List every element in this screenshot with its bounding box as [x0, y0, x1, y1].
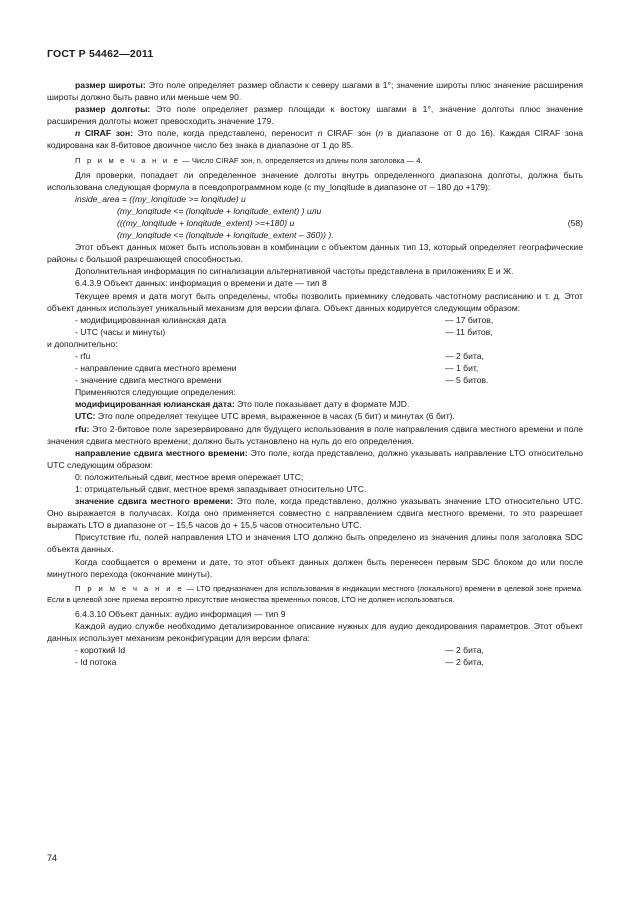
formula-line: (((my_lonqitude + lonqitude_extent) >=+180) и — [117, 217, 295, 228]
item-label: - значение сдвига местного времени — [75, 375, 222, 386]
list-item — [75, 326, 583, 338]
definitions-intro: Применяются следующие определения: — [75, 387, 236, 398]
paragraph-audio: Каждой аудио службе необходимо детализированное описание нужных для аудио декодирования параметров. Этот объект данных использует механизм реконфигурации для версии флага: — [47, 620, 583, 643]
list-item — [75, 374, 583, 386]
paragraph-longitude-size — [47, 103, 583, 127]
list-item — [75, 362, 583, 374]
paragraph-presence: Присутствие rfu, полей направления LTO и значения LTO должно быть определено из значения длины поля заголовка SDC объекта данных. — [47, 532, 583, 555]
document-body — [47, 79, 583, 668]
text: Это поле, когда представлено, переносит — [133, 128, 318, 139]
formula-line: (my_lonqitude <= (lonqitude + lonqitude_extent) ) или — [117, 205, 322, 216]
paragraph-transfer: Когда сообщается о времени и дате, то этот объект данных должен быть перенесен первым SDC блоком до или после минутного перехода (окончание минуты). — [47, 556, 583, 579]
paragraph-latitude-size — [47, 79, 583, 103]
text: в диапазоне от 0 до 16). Каждая CIRAF зона кодирована как 8-битовое двоичное число без знака в диапазоне от 1 до 85. — [47, 128, 583, 151]
text: Это 2-битовое поле зарезервировано для будущего использования в поле направления сдвига местного времени и поле значения сдвига местного времени; должно быть установлено на нуль до его определения. — [47, 423, 583, 446]
item-value: — 5 битов. — [445, 375, 489, 386]
item-label: - направление сдвига местного времени — [75, 363, 237, 374]
item-value: — 2 бита, — [445, 645, 484, 656]
option-0: 0: положительный сдвиг, местное время опережает UTC; — [75, 471, 304, 482]
definition-utc — [47, 410, 583, 422]
n-symbol: n — [378, 128, 384, 139]
note-label: П р и м е ч а н и е — [75, 583, 184, 593]
formula-58 — [75, 193, 583, 241]
text: CIRAF зон ( — [322, 128, 379, 139]
section-heading-6-4-3-10: 6.4.3.10 Объект данных: аудио информация — тип 9 — [75, 608, 286, 619]
term: размер долготы: — [75, 104, 151, 115]
note-text: — Число CIRAF зон, n, определяется из длины поля заголовка — 4. — [180, 155, 423, 165]
term: значение сдвига местного времени: — [75, 496, 234, 507]
item-value: — 17 битов, — [445, 314, 494, 325]
item-label: - модифицированная юлианская дата — [75, 314, 227, 325]
definition-mjd — [47, 398, 583, 410]
formula-line: (my_lonqitude <= (lonqitude + lonqitude_extent – 360)) ). — [117, 230, 334, 241]
text: Это поле определяет размер области к северу шагами в 1°; значение широты плюс значение расширения широты должно быть равно или меньше чем 90. — [47, 80, 584, 103]
formula-line: inside_area = ((my_lonqitude >= lonqitude) и — [75, 193, 246, 204]
formula-number: (58) — [567, 217, 583, 228]
note-lto — [47, 583, 583, 605]
note-ciraf — [47, 155, 583, 166]
item-label: - rfu — [75, 350, 91, 361]
text: Это поле, когда представлено, должно указывать значение LTO относительно UTC. Оно выражается в получасах. Когда оно применяется совместно с направлением сдвига местного времени, то это разрешает выражать LTO в диапазоне от – 15,5 часов до + 15,5 часов относительно UTC. — [47, 496, 583, 531]
page-number: 74 — [47, 853, 58, 863]
n-symbol: n — [317, 128, 323, 139]
note-label: П р и м е ч а н и е — [75, 155, 180, 165]
term: модифицированная юлианская дата: — [75, 399, 235, 410]
list-item — [75, 350, 583, 362]
paragraph-combination: Этот объект данных может быть использован в комбинации с объектом данных тип 13, который определяет географические районы с большой разрешающей способностью. — [47, 242, 583, 265]
term: rfu: — [75, 423, 90, 434]
list-item — [75, 656, 583, 668]
term: размер широты: — [75, 80, 146, 90]
text: Это поле определяет размер площади к востоку шагами в 1°, значение долготы плюс значение расширения долготы может превосходить значение 179. — [47, 104, 584, 127]
text: Это поле, когда представлено, должно указывать направление LTO относительно UTC следующим образом: — [47, 447, 583, 470]
item-label: - Id потока — [75, 657, 117, 668]
page-header: ГОСТ Р 54462—2011 — [47, 48, 154, 60]
item-label: - UTC (часы и минуты) — [75, 326, 166, 337]
item-value: — 1 бит, — [445, 363, 479, 374]
term: направление сдвига местного времени: — [75, 447, 248, 458]
term: CIRAF зон: — [80, 128, 134, 139]
section-heading-6-4-3-9: 6.4.3.9 Объект данных: информация о времени и дате — тип 8 — [75, 278, 327, 289]
definition-lto-value — [47, 495, 583, 531]
paragraph-additional-info: Дополнительная информация по сигнализации альтернативной частоты представлена в приложениях Е и Ж. — [75, 266, 514, 277]
paragraph-check: Для проверки, попадает ли определенное значение долготы внутрь определенного диапазона долготы, должна быть использована следующая формула в псевдопрограммном коде (с my_lonqitude в диапазоне от – 180 до +179): — [47, 169, 583, 192]
term-n: n — [75, 128, 81, 139]
definition-rfu — [47, 423, 583, 447]
item-value: — 2 бита, — [445, 350, 484, 361]
additionally-label: и дополнительно: — [47, 338, 118, 349]
note-text: — LTO предназначен для использования в индикации местного (локального) времени в целевой зоне приема. Если в целевой зоне приема вероятно присутствие множества временных поясов, LTO не должен использоваться. — [47, 583, 583, 604]
text: Это поле определяет текущее UTC время, выраженное в часах (5 бит) и минутах (6 бит). — [95, 411, 455, 422]
list-item — [75, 314, 583, 326]
item-value: — 2 бита, — [445, 657, 484, 668]
item-label: - короткий Id — [75, 645, 126, 656]
option-1: 1: отрицательный сдвиг, местное время запаздывает относительно UTC. — [75, 484, 367, 494]
paragraph-time-date: Текущее время и дата могут быть определены, чтобы позволить приемнику следовать частотному расписанию и т. д. Этот объект данных использует уникальный механизм для версии флага. Объект данных кодируется следующим образом: — [47, 290, 583, 313]
text: Это поле показывает дату в формате MJD. — [234, 399, 410, 410]
definition-lto-direction — [47, 447, 583, 471]
term: UTC: — [75, 411, 96, 422]
list-item — [75, 644, 583, 656]
paragraph-ciraf-zones — [47, 127, 583, 151]
item-value: — 11 битов, — [445, 326, 493, 337]
